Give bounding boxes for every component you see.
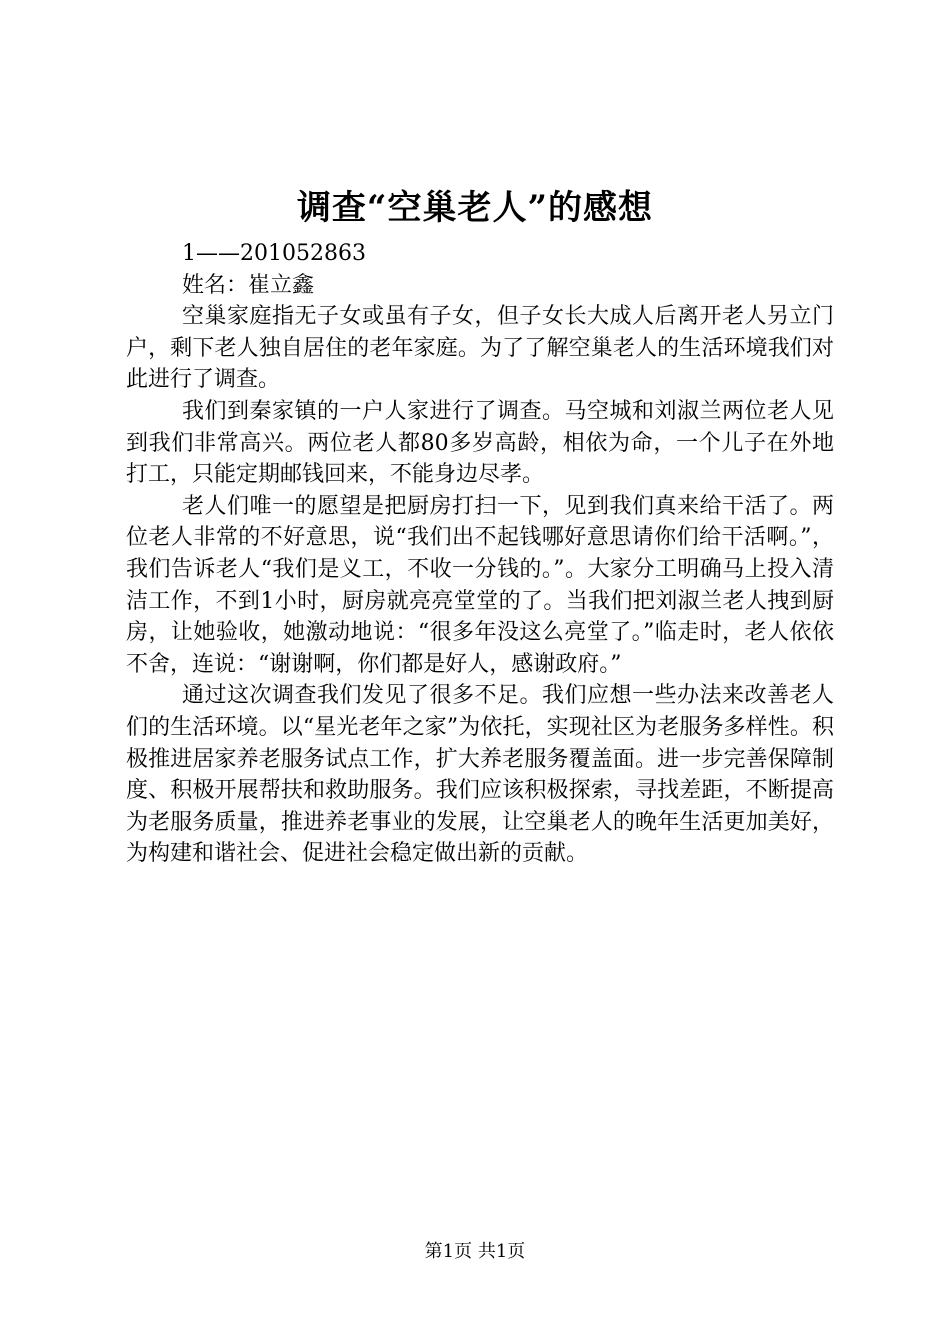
paragraph-visit: 我们到秦家镇的一户人家进行了调查。马空城和刘淑兰两位老人见到我们非常高兴。两位老人都80多岁高龄，相依为命，一个儿子在外地打工，只能定期邮钱回来，不能身边尽孝。 [126,398,834,488]
page-title: 调查“空巢老人”的感想 [296,188,654,228]
document-body [126,238,834,870]
paragraph-conclusion: 通过这次调查我们发见了很多不足。我们应想一些办法来改善老人们的生活环境。以“星光老年之家”为依托，实现社区为老服务多样性。积极推进居家养老服务试点工作，扩大养老服务覆盖面。进一步完善保障制度、积极开展帮扶和救助服务。我们应该积极探索，寻找差距，不断提高为老服务质量，推进养老事业的发展，让空巢老人的晚年生活更加美好，为构建和谐社会、促进社会稳定做出新的贡献。 [126,683,834,867]
paragraph-cleaning: 老人们唯一的愿望是把厨房打扫一下，见到我们真来给干活了。两位老人非常的不好意思，说“我们出不起钱哪好意思请你们给干活啊。”，我们告诉老人“我们是义工，不收一分钱的。”。大家分工明确马上投入清洁工作，不到1小时，厨房就亮亮堂堂的了。当我们把刘淑兰老人拽到厨房，让她验收，她激动地说：“很多年没这么亮堂了。”临走时，老人依依不舍，连说：“谢谢啊，你们都是好人，感谢政府。” [126,493,834,677]
paragraph-intro: 空巢家庭指无子女或虽有子女，但子女长大成人后离开老人另立门户，剩下老人独自居住的老年家庭。为了了解空巢老人的生活环境我们对此进行了调查。 [126,304,834,393]
student-id-line: 1——201052863 [182,241,366,266]
author-name-line: 姓名：崔立鑫 [182,272,315,298]
page-number-footer: 第1页 共1页 [424,1241,526,1262]
